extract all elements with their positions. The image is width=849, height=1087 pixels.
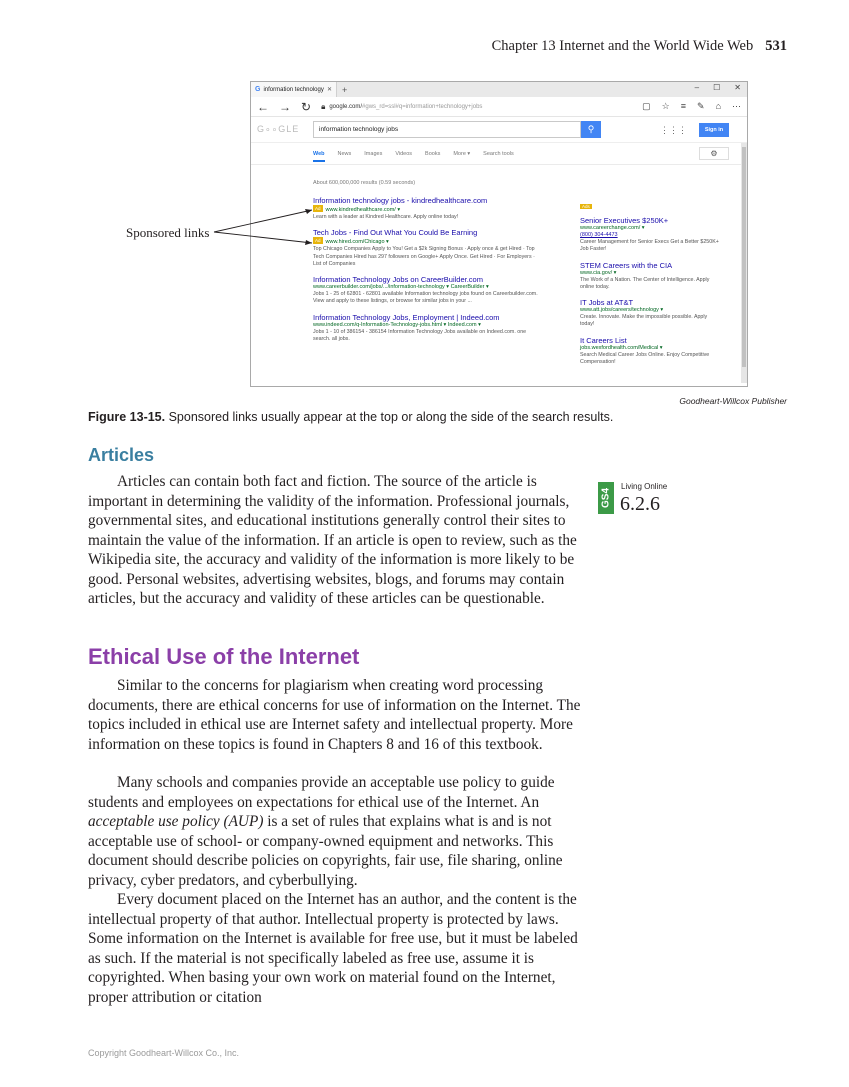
result-url: www.indeed.com/q-Information-Technology-jobs.html ▾ Indeed.com ▾: [313, 321, 481, 328]
side-ad-description: Create. Innovate. Make the impossible possible. Apply today!: [580, 314, 708, 328]
result-title[interactable]: Tech Jobs - Find Out What You Could Be Earning: [313, 228, 478, 238]
url-host: google.com/: [329, 103, 363, 110]
result-url: Ad www.kindredhealthcare.com/ ▾: [315, 206, 401, 213]
result-url: Ad www.hired.com/Chicago ▾: [315, 238, 389, 246]
google-favicon-icon: G: [255, 86, 261, 93]
close-window-icon[interactable]: ✕: [734, 83, 741, 92]
tab-news[interactable]: News: [337, 150, 352, 157]
new-tab-icon[interactable]: +: [342, 84, 348, 95]
callout-leader-lines: [0, 0, 849, 420]
tab-title: information technology: [263, 86, 324, 93]
result-description: Jobs 1 - 25 of 62801 - 62801 available Information technology jobs found on Careerbuilder.com. View and apply to these listings, or browse for similar jobs in your ...: [313, 291, 538, 305]
arrowhead: [305, 209, 312, 214]
web-note-icon[interactable]: ✎: [697, 101, 705, 111]
side-ad-url: jobs.wexfordhealth.com/Medical ▾: [580, 344, 663, 351]
close-tab-icon[interactable]: ✕: [326, 87, 332, 93]
result-title[interactable]: Information technology jobs - kindredhealthcare.com: [313, 196, 488, 205]
back-icon[interactable]: ←: [257, 99, 269, 114]
ethical-use-heading: Ethical Use of the Internet: [88, 644, 360, 669]
side-ad-description: Career Management for Senior Execs Get a Better $250K+ Job Faster!: [580, 239, 719, 253]
side-ad-title[interactable]: IT Jobs at AT&T: [580, 298, 634, 308]
side-ad-url: www.cia.gov/ ▾: [580, 269, 617, 276]
figure-caption: [88, 410, 613, 424]
apps-grid-icon[interactable]: ⋮⋮⋮: [660, 125, 687, 135]
figure-credit: Goodheart-Willcox Publisher: [679, 396, 787, 406]
side-ad-phone[interactable]: (800) 304-4473: [580, 232, 618, 238]
share-icon[interactable]: ⌂: [715, 101, 721, 111]
page-number: 531: [765, 38, 787, 54]
articles-heading: Articles: [88, 445, 155, 465]
side-ad-url: www.att.jobs/careers/technology ▾: [580, 307, 664, 314]
more-icon[interactable]: ⋯: [732, 101, 741, 111]
forward-icon[interactable]: →: [279, 99, 291, 114]
url-path: #gws_rd=ssl#q=information+technology+jobs: [362, 103, 483, 110]
sponsored-links-callout: Sponsored links: [126, 225, 210, 240]
ethical-paragraph-2: Many schools and companies provide an acceptable use policy to guide students and employees on expectations for ethical use of the Internet. An acceptable use policy (AUP) is a set of rules that explains what is and is not acceptable use of school- or company-owned equipment and networks. This document should describe policies on copyrights, fair use, file sharing, online privacy, cyber predators, and cyberbullying.: [88, 774, 563, 889]
search-input[interactable]: information technology jobs: [313, 121, 581, 138]
result-description: Learn with a leader at Kindred Healthcare. Apply online today!: [313, 214, 459, 220]
maximize-icon[interactable]: ☐: [713, 83, 721, 92]
side-ad-title[interactable]: STEM Careers with the CIA: [580, 260, 673, 270]
minimize-icon[interactable]: –: [694, 83, 700, 92]
ads-label: Ads: [582, 204, 590, 209]
articles-paragraph: Articles can contain both fact and fiction. The source of the article is important in determining the validity of the information. Professional journals, governmental sites, and educational institutions generally control their sites to maintain the value of the information. If an article is open to review, such as the Wikipedia site, the accuracy and validity of the information is more likely to be good. Personal websites, advertising websites, blogs, and forums may contain articles, but the accuracy and validity of these articles can be questionable.: [88, 473, 577, 607]
leader-line: [214, 210, 312, 232]
side-ad-url: www.careerchange.com/ ▾: [580, 225, 645, 231]
result-stats: About 600,000,000 results (0.59 seconds): [313, 180, 416, 186]
side-ad-title[interactable]: Senior Executives $250K+: [580, 216, 669, 225]
tab-videos[interactable]: Videos: [395, 150, 413, 157]
result-title[interactable]: Information Technology Jobs, Employment | Indeed.com: [313, 312, 500, 322]
copyright-footer: Copyright Goodheart-Willcox Co., Inc.: [88, 1048, 240, 1058]
google-logo[interactable]: G∘∘GLE: [257, 124, 300, 134]
refresh-icon[interactable]: ↻: [301, 99, 312, 114]
favorite-star-icon[interactable]: ☆: [661, 101, 670, 111]
tab-more[interactable]: More ▾: [453, 150, 471, 157]
tab-web[interactable]: Web: [313, 151, 325, 162]
side-ad-description: The Work of a Nation. The Center of Intelligence. Apply online today.: [580, 276, 710, 290]
aup-term: acceptable use policy (AUP): [88, 813, 264, 830]
ad-badge: Ad: [315, 206, 321, 211]
side-ad-title[interactable]: It Careers List: [580, 335, 627, 345]
ad-badge: Ad: [315, 238, 321, 244]
caption-text: Sponsored links usually appear at the top or along the side of the search results.: [165, 410, 614, 424]
settings-gear-icon[interactable]: ⚙: [699, 147, 729, 160]
lock-icon: 🔒︎: [321, 101, 326, 111]
leader-line: [214, 232, 312, 243]
arrowhead: [305, 240, 312, 245]
result-description: Top Chicago Companies Apply to You! Get a $2k Signing Bonus · Apply once & get Hired · Top Tech Companies Hired has 297 followers on Google+ Apply Once. Get Hired · For Employers · List of Companies: [313, 246, 535, 267]
result-description: Jobs 1 - 10 of 386154 - 386154 Information Technology Jobs available on Indeed.com. one search. all jobs.: [313, 328, 527, 343]
hub-icon[interactable]: ≡: [680, 101, 687, 111]
tab-search-tools[interactable]: Search tools: [483, 150, 514, 157]
side-ad-description: Search Medical Career Jobs Online. Enjoy Competitive Compensation!: [580, 351, 710, 366]
sign-in-button[interactable]: Sign in: [699, 123, 729, 137]
standard-number: 6.2.6: [620, 493, 660, 515]
chapter-title: Chapter 13 Internet and the World Wide Web: [491, 38, 754, 54]
tab-images[interactable]: Images: [364, 150, 383, 157]
ethical-paragraph-1: Similar to the concerns for plagiarism when creating word processing documents, there are ethical concerns for use of information on the Internet. The topics included in ethical use are Internet safety and intellectual property. More information on these topics is found in Chapters 8 and 16 of this textbook.: [88, 677, 581, 753]
search-button[interactable]: ⚲: [581, 121, 601, 138]
result-title[interactable]: Information Technology Jobs on CareerBuilder.com: [313, 275, 483, 285]
ethical-paragraph-3: Every document placed on the Internet has an author, and the content is the intellectual property of that author. Intellectual property is protected by laws. Some information on the Internet is available for free use, but it must be labeled as such. If the material is not specifically labeled as free use, assume it is copyrighted. When basing your own work on material found on the Internet, proper attribution or citation: [88, 891, 578, 1006]
reading-view-icon[interactable]: ▢: [642, 101, 651, 111]
caption-label: Figure 13-15.: [88, 410, 166, 424]
living-online-label: Living Online: [621, 482, 668, 491]
gs4-badge: GS4: [598, 482, 614, 514]
tab-books[interactable]: Books: [425, 150, 441, 157]
result-url: www.careerbuilder.com/jobs/.../information-technology ▾ CareerBuilder ▾: [313, 284, 489, 291]
